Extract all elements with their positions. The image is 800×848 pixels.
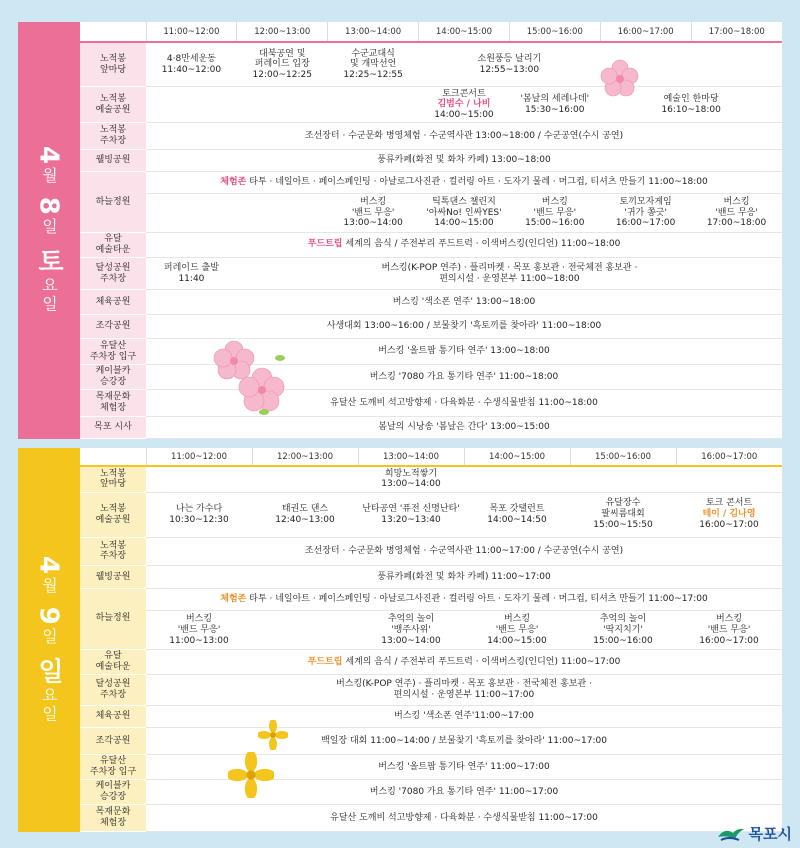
location-label: 웰빙공원 — [80, 149, 146, 171]
table-row — [80, 466, 782, 492]
event-cell: 체험존 타투 · 네일아트 · 페이스페인팅 · 아날로그사진관 · 컬러링 아트 · 도자기 물레 · 머그컵, 티셔츠 만들기 11:00~17:00 — [146, 588, 782, 611]
table-row — [80, 42, 782, 87]
location-label: 조각공원 — [80, 314, 146, 338]
zone-tag: 푸드트립 — [307, 239, 343, 250]
logo-text: 목포시 — [748, 825, 792, 843]
performer-name: 김범수 / 나비 — [437, 99, 491, 110]
location-label: 체육공원 — [80, 290, 146, 314]
event-cell: 버스킹 '밴드 무응' 14:00~15:00 — [464, 611, 570, 650]
event-cell: 토크콘서트 김범수 / 나비 14:00~15:00 — [419, 87, 510, 123]
event-cell: 4·8만세운동 11:40~12:00 — [146, 42, 237, 87]
location-label: 달성공원 주차장 — [80, 257, 146, 289]
event-cell: 토크 콘서트 테이 / 김나영 16:00~17:00 — [676, 492, 782, 537]
event-cell: 목포 갓탤런트 14:00~14:50 — [464, 492, 570, 537]
hour-header: 14:00~15:00 — [419, 22, 510, 42]
event-cell: 유달산 도깨비 석고방향제 · 다육화분 · 수생식물받침 11:00~17:00 — [146, 805, 782, 832]
table-row — [80, 194, 782, 233]
location-label: 목재문화 체험장 — [80, 805, 146, 832]
event-cell: 풍류카페(화전 및 화차 카페) 11:00~17:00 — [146, 566, 782, 589]
event-cell: 푸드트립 세계의 음식 / 주전부리 푸드트럭 · 이색버스킹(인디언) 11:00~18:00 — [146, 232, 782, 257]
table-row — [80, 149, 782, 171]
event-cell: 버스킹 '밴드 무응' 13:00~14:00 — [328, 194, 419, 233]
event-cell: 조선장터 · 수군문화 병영체험 · 수군역사관 11:00~17:00 / 수군공연(수시 공연) — [146, 537, 782, 566]
event-cell: 버스킹 '밴드 무응' 15:00~16:00 — [509, 194, 600, 233]
location-label: 달성공원 주차장 — [80, 675, 146, 706]
event-cell: 버스킹 '색소폰 연주'11:00~17:00 — [146, 705, 782, 728]
event-cell: 토끼모자게임 '귀가 쫑긋' 16:00~17:00 — [600, 194, 691, 233]
event-cell: 버스킹 '올트팝 통기타 연주' 13:00~18:00 — [146, 338, 782, 364]
event-cell: 추억의 놀이 '딱지치기' 15:00~16:00 — [570, 611, 676, 650]
table-row — [80, 257, 782, 289]
event-cell: 소원풍등 날리기 12:55~13:00 — [419, 42, 601, 87]
event-cell: 대북공연 및 퍼레이드 입장 12:00~12:25 — [237, 42, 328, 87]
hour-header: 12:00~13:00 — [252, 448, 358, 466]
table-row — [80, 365, 782, 390]
event-cell: 버스킹 '밴드 무응' 17:00~18:00 — [691, 194, 782, 233]
mokpo-bird-logo-icon — [717, 825, 745, 843]
day1-date-label: 4월 8일 토요일 — [18, 22, 80, 439]
zone-tag: 체험존 — [220, 594, 247, 605]
table-row — [80, 123, 782, 149]
event-cell: 버스킹 '밴드 무응' 16:00~17:00 — [676, 611, 782, 650]
location-label: 하늘정원 — [80, 588, 146, 649]
table-row — [80, 705, 782, 728]
hour-header: 13:00~14:00 — [358, 448, 464, 466]
event-cell: 퍼레이드 출발 11:40 — [146, 257, 237, 289]
hour-header: 14:00~15:00 — [464, 448, 570, 466]
table-row — [80, 780, 782, 805]
location-label: 조각공원 — [80, 728, 146, 755]
event-cell: 버스킹 '7080 가요 통기타 연주' 11:00~18:00 — [146, 365, 782, 390]
table-row — [80, 537, 782, 566]
hour-header: 13:00~14:00 — [328, 22, 419, 42]
hour-header: 16:00~17:00 — [676, 448, 782, 466]
event-cell: 추억의 놀이 '뱅주사위' 13:00~14:00 — [358, 611, 464, 650]
location-label: 노적봉 주차장 — [80, 123, 146, 149]
location-label: 노적봉 주차장 — [80, 537, 146, 566]
table-row — [80, 728, 782, 755]
location-label: 노적봉 앞마당 — [80, 466, 146, 492]
event-cell: 버스킹(K-POP 연주) · 플리마켓 · 목포 홍보관 · 전국체전 홍보관 · 편의시설 · 운영본부 11:00~17:00 — [146, 675, 782, 706]
event-cell: 버스킹 '올트팝 통기타 연주' 11:00~17:00 — [146, 755, 782, 780]
location-label: 케이블카 승강장 — [80, 780, 146, 805]
hour-header-row — [80, 448, 782, 466]
hour-header: 11:00~12:00 — [146, 22, 237, 42]
table-row — [80, 232, 782, 257]
event-cell: 유달장수 팔씨름대회 15:00~15:50 — [570, 492, 676, 537]
location-label: 유달 예술타운 — [80, 650, 146, 675]
table-row — [80, 588, 782, 611]
event-cell: 버스킹 '색소폰 연주' 13:00~18:00 — [146, 290, 782, 314]
event-cell: 버스킹 '7080 가요 통기타 연주' 11:00~17:00 — [146, 780, 782, 805]
event-cell: 사생대회 13:00~16:00 / 보물찾기 '흑토끼를 찾아라' 11:00~18:00 — [146, 314, 782, 338]
location-label: 노적봉 예술공원 — [80, 492, 146, 537]
table-row — [80, 314, 782, 338]
location-label: 체육공원 — [80, 705, 146, 728]
table-row — [80, 755, 782, 780]
location-label: 목포 시사 — [80, 416, 146, 438]
hour-header: 11:00~12:00 — [146, 448, 252, 466]
day2-schedule — [18, 448, 782, 832]
event-cell: 난타공연 '퓨전 신명난타' 13:20~13:40 — [358, 492, 464, 537]
event-cell: 체험존 타투 · 네일아트 · 페이스페인팅 · 아날로그사진관 · 컬러링 아트 · 도자기 물레 · 머그컵, 티셔츠 만들기 11:00~18:00 — [146, 171, 782, 193]
event-cell: 유달산 도깨비 석고방향제 · 다육화분 · 수생식물받침 11:00~18:00 — [146, 390, 782, 416]
hour-header: 16:00~17:00 — [600, 22, 691, 42]
location-label: 하늘정원 — [80, 171, 146, 232]
table-row — [80, 390, 782, 416]
event-cell: 수군교대식 및 개막선언 12:25~12:55 — [328, 42, 419, 87]
event-cell: 풍류카페(화전 및 화차 카페) 13:00~18:00 — [146, 149, 782, 171]
table-row — [80, 650, 782, 675]
table-row — [80, 675, 782, 706]
table-row — [80, 338, 782, 364]
mokpo-logo — [717, 823, 792, 844]
location-label: 목재문화 체험장 — [80, 390, 146, 416]
day1-schedule — [18, 22, 782, 439]
location-label: 유달산 주차장 입구 — [80, 338, 146, 364]
location-label: 유달 예술타운 — [80, 232, 146, 257]
table-row — [80, 171, 782, 193]
table-row — [80, 611, 782, 650]
hour-header: 15:00~16:00 — [509, 22, 600, 42]
performer-name: 테이 / 김나영 — [702, 509, 756, 520]
location-label: 노적봉 예술공원 — [80, 87, 146, 123]
event-cell: 태권도 댄스 12:40~13:00 — [252, 492, 358, 537]
event-cell: 푸드트립 세계의 음식 / 주전부리 푸드트럭 · 이색버스킹(인디언) 11:00~17:00 — [146, 650, 782, 675]
event-cell: 버스킹(K-POP 연주) · 플리마켓 · 목포 홍보관 · 전국체전 홍보관 · 편의시설 · 운영본부 11:00~18:00 — [237, 257, 782, 289]
table-row — [80, 566, 782, 589]
table-row — [80, 87, 782, 123]
location-label: 케이블카 승강장 — [80, 365, 146, 390]
day1-table — [80, 22, 782, 439]
location-label: 노적봉 앞마당 — [80, 42, 146, 87]
zone-tag: 체험존 — [220, 177, 247, 188]
location-label: 유달산 주차장 입구 — [80, 755, 146, 780]
table-row — [80, 416, 782, 438]
event-cell: 버스킹 '밴드 무응' 11:00~13:00 — [146, 611, 252, 650]
hour-header: 12:00~13:00 — [237, 22, 328, 42]
table-row — [80, 492, 782, 537]
location-label: 웰빙공원 — [80, 566, 146, 589]
event-cell: 희망노적쌓기 13:00~14:00 — [358, 466, 464, 492]
hour-header: 17:00~18:00 — [691, 22, 782, 42]
zone-tag: 푸드트립 — [307, 656, 343, 667]
day2-table — [80, 448, 782, 832]
hour-header-row — [80, 22, 782, 42]
table-row — [80, 290, 782, 314]
table-row — [80, 805, 782, 832]
hour-header: 15:00~16:00 — [570, 448, 676, 466]
event-cell: 예술인 한마당 16:10~18:00 — [600, 87, 782, 123]
event-cell: 봄날의 시낭송 '봄날은 간다' 13:00~15:00 — [146, 416, 782, 438]
event-cell: 틱톡댄스 챌린지 '아싸No! 인싸YES' 14:00~15:00 — [419, 194, 510, 233]
event-cell: 나는 가수다 10:30~12:30 — [169, 503, 229, 525]
day2-date-label: 4월 9일 일요일 — [18, 448, 80, 832]
event-cell: 백일장 대회 11:00~14:00 / 보물찾기 '흑토끼를 찾아라' 11:00~17:00 — [146, 728, 782, 755]
event-cell: '봄날의 세레나데' 15:30~16:00 — [509, 87, 600, 123]
event-cell: 조선장터 · 수군문화 병영체험 · 수군역사관 13:00~18:00 / 수군공연(수시 공연) — [146, 123, 782, 149]
